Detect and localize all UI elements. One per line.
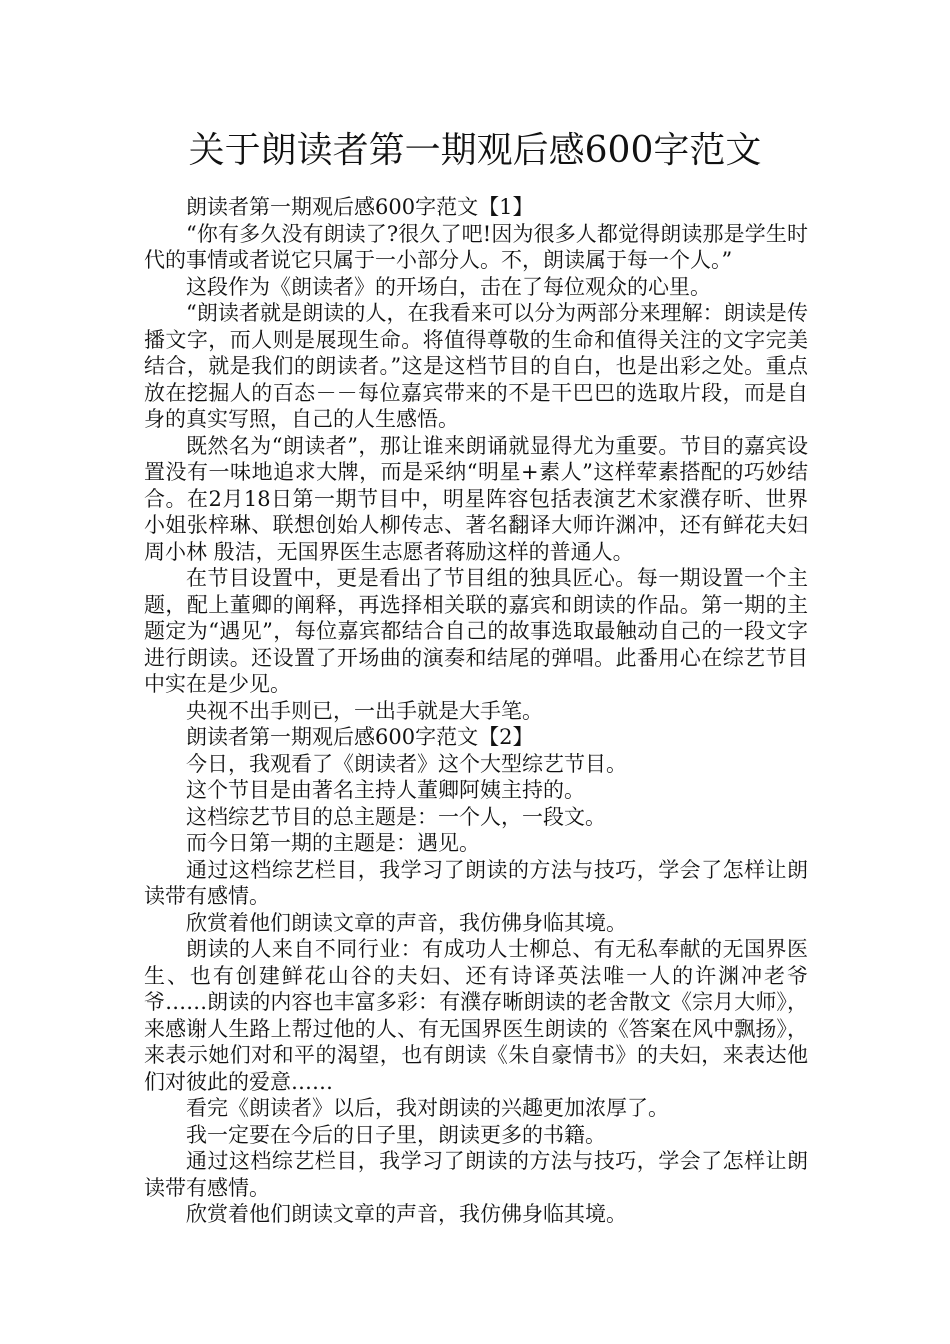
paragraph-section-heading: 朗读者第一期观后感600字范文【2】 [186, 725, 534, 749]
document-title: 关于朗读者第一期观后感600字范文 [188, 130, 762, 171]
paragraph: 央视不出手则已，一出手就是大手笔。 [186, 698, 543, 723]
paragraph: 朗读的人来自不同行业：有成功人士柳总、有无私奉献的无国界医生、也有创建鲜花山谷的夫妇、还有诗译英法唯一人的许渊冲老爷爷……朗读的内容也丰富多彩：有濮存晰朗读的老舍散文《宗月大师》，来感谢人生路上帮过他的人、有无国界医生朗读的《答案在风中飘扬》，来表示她们对和平的渴望，也有朗读《朱自豪情书》的夫妇，来表达他们对彼此的爱意…… [144, 937, 808, 1094]
paragraph: 看完《朗读者》以后，我对朗读的兴趣更加浓厚了。 [186, 1096, 669, 1120]
paragraph: “你有多久没有朗读了?很久了吧!因为很多人都觉得朗读那是学生时代的事情或者说它只属于一小部分人。不，朗读属于每一个人。” [144, 221, 808, 272]
paragraph: 欣赏着他们朗读文章的声音，我仿佛身临其境。 [186, 1202, 627, 1226]
document-body [144, 194, 808, 1228]
paragraph: 既然名为“朗读者”，那让谁来朗诵就显得尤为重要。节目的嘉宾设置没有一味地追求大牌，而是采纳“明星+素人”这样荤素搭配的巧妙结合。在2月18日第一期节目中，明星阵容包括表演艺术家濮存昕、世界小姐张梓琳、联想创始人柳传志、著名翻译大师许渊冲，还有鲜花夫妇周小林 殷洁，无国界医生志愿者蒋励这样的普通人。 [144, 433, 808, 564]
paragraph: 而今日第一期的主题是：遇见。 [186, 831, 480, 855]
paragraph: 欣赏着他们朗读文章的声音，我仿佛身临其境。 [186, 910, 627, 935]
paragraph-section-heading: 朗读者第一期观后感600字范文【1】 [186, 195, 534, 219]
paragraph: “朗读者就是朗读的人，在我看来可以分为两部分来理解：朗读是传播文字，而人则是展现生命。将值得尊敬的生命和值得关注的文字完美结合，就是我们的朗读者。”这是这档节目的自白，也是出彩之处。重点放在挖掘人的百态－－每位嘉宾带来的不是干巴巴的选取片段，而是自身的真实写照，自己的人生感悟。 [144, 301, 808, 431]
paragraph: 我一定要在今后的日子里，朗读更多的书籍。 [186, 1122, 606, 1147]
paragraph: 在节目设置中，更是看出了节目组的独具匠心。每一期设置一个主题，配上董卿的阐释，再选择相关联的嘉宾和朗读的作品。第一期的主题定为“遇见”，每位嘉宾都结合自己的故事选取最触动自己的一段文字进行朗读。还设置了开场曲的演奏和结尾的弹唱。此番用心在综艺节目中实在是少见。 [144, 566, 808, 696]
paragraph: 这段作为《朗读者》的开场白，击在了每位观众的心里。 [186, 274, 711, 299]
paragraph: 通过这档综艺栏目，我学习了朗读的方法与技巧，学会了怎样让朗读带有感情。 [144, 1149, 808, 1200]
paragraph: 这档综艺节目的总主题是：一个人，一段文。 [186, 804, 606, 829]
paragraph: 通过这档综艺栏目，我学习了朗读的方法与技巧，学会了怎样让朗读带有感情。 [144, 857, 808, 908]
paragraph: 今日，我观看了《朗读者》这个大型综艺节目。 [186, 751, 627, 776]
paragraph: 这个节目是由著名主持人董卿阿姨主持的。 [186, 778, 585, 802]
